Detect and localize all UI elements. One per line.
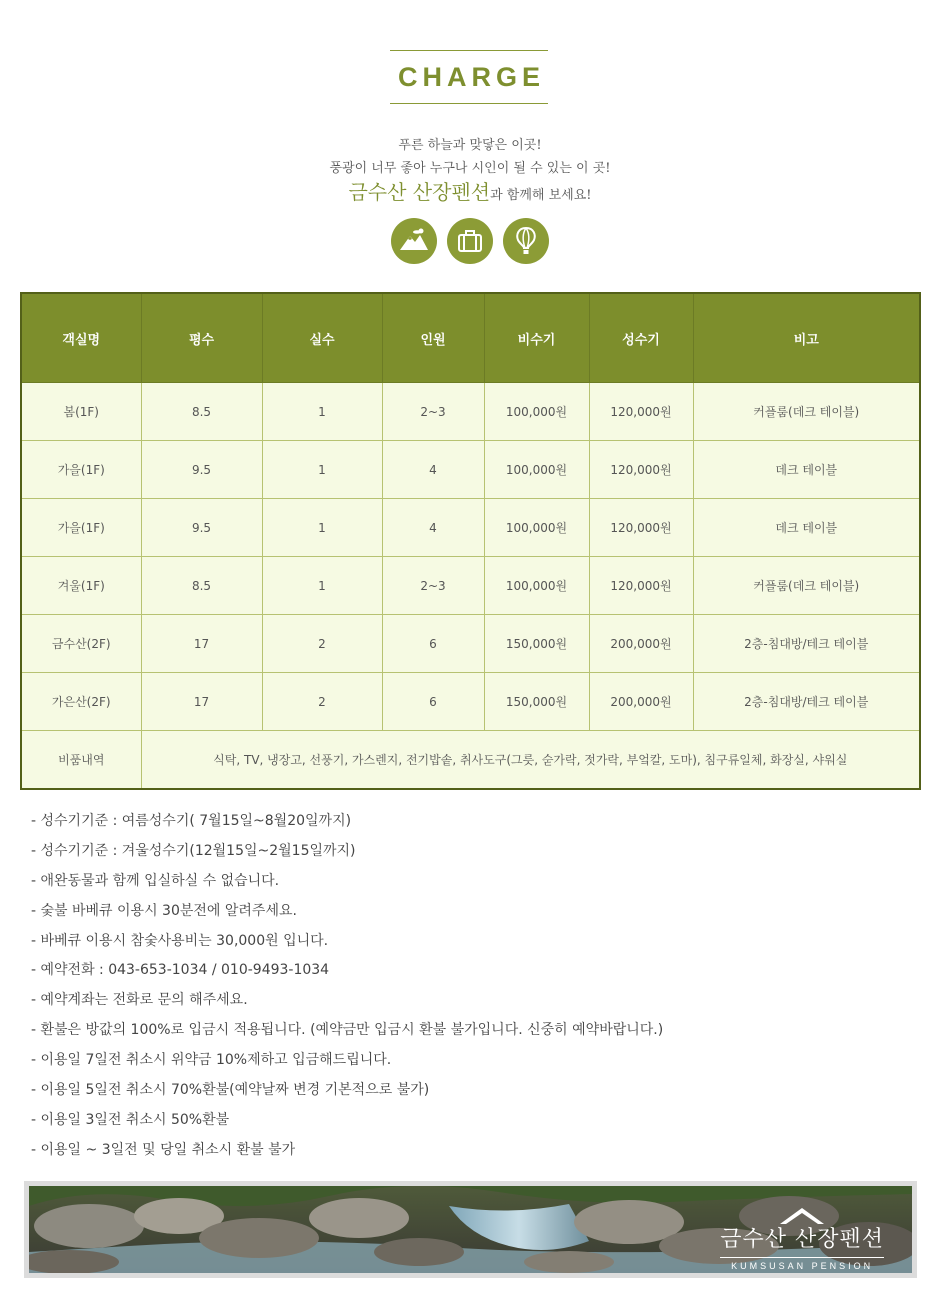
cell-rooms: 1	[262, 383, 382, 441]
cell-off-season: 150,000원	[484, 673, 589, 731]
page-title: CHARGE	[397, 62, 545, 92]
price-table	[20, 292, 921, 790]
list-item: - 성수기기준 : 겨울성수기(12월15일~2월15일까지)	[31, 842, 356, 859]
intro-line-1: 푸른 하늘과 맞닿은 이곳!	[398, 138, 542, 153]
cell-area: 8.5	[141, 383, 262, 441]
amenities-row	[21, 731, 920, 790]
list-item: - 이용일 ~ 3일전 및 당일 취소시 환불 불가	[31, 1141, 296, 1158]
cell-rooms: 2	[262, 615, 382, 673]
cell-remarks: 2층-침대방/테크 테이블	[693, 673, 920, 731]
list-item: - 바베큐 이용시 참숯사용비는 30,000원 입니다.	[31, 932, 329, 949]
table-row	[21, 383, 920, 441]
table-row	[21, 499, 920, 557]
cell-area: 17	[141, 615, 262, 673]
header-peak-season: 성수기	[589, 293, 693, 383]
list-item: - 환불은 방값의 100%로 입금시 적용됩니다. (예약금만 입금시 환불 불가입니다. 신중히 예약바랍니다.)	[31, 1022, 664, 1039]
cell-rooms: 1	[262, 557, 382, 615]
luggage-icon	[447, 218, 493, 264]
list-item: - 이용일 5일전 취소시 70%환불(예약날짜 변경 기본적으로 불가)	[31, 1082, 430, 1099]
cell-off-season: 100,000원	[484, 499, 589, 557]
cell-room-name: 금수산(2F)	[21, 615, 141, 673]
table-row	[21, 673, 920, 731]
banner-photo	[29, 1186, 912, 1273]
cell-capacity: 4	[382, 499, 484, 557]
cell-peak-season: 200,000원	[589, 615, 693, 673]
cell-remarks: 데크 테이블	[693, 441, 920, 499]
amenities-list: 식탁, TV, 냉장고, 선풍기, 가스렌지, 전기밥솥, 취사도구(그릇, 숟가락, 젓가락, 부엌칼, 도마), 침구류일체, 화장실, 샤워실	[141, 731, 920, 790]
header-capacity: 인원	[382, 293, 484, 383]
intro-line-3-suffix: 과 함께해 보세요!	[490, 188, 592, 203]
cell-area: 9.5	[141, 499, 262, 557]
cell-rooms: 2	[262, 673, 382, 731]
notes-list	[31, 810, 663, 1169]
list-item: - 성수기기준 : 여름성수기( 7월15일~8월20일까지)	[31, 813, 352, 829]
cell-capacity: 6	[382, 615, 484, 673]
cell-peak-season: 200,000원	[589, 673, 693, 731]
cell-remarks: 커플룸(데크 테이블)	[693, 383, 920, 441]
cell-area: 8.5	[141, 557, 262, 615]
table-row	[21, 441, 920, 499]
list-item: - 예약전화 : 043-653-1034 / 010-9493-1034	[31, 962, 330, 979]
cell-area: 9.5	[141, 441, 262, 499]
cell-room-name: 겨울(1F)	[21, 557, 141, 615]
intro-line-3	[0, 176, 940, 205]
list-item: - 애완동물과 함께 입실하실 수 없습니다.	[31, 872, 280, 889]
header-off-season: 비수기	[484, 293, 589, 383]
header-rooms: 실수	[262, 293, 382, 383]
cell-capacity: 2~3	[382, 383, 484, 441]
balloon-icon	[503, 218, 549, 264]
list-item: - 이용일 3일전 취소시 50%환불	[31, 1111, 230, 1128]
cell-remarks: 커플룸(데크 테이블)	[693, 557, 920, 615]
cell-rooms: 1	[262, 441, 382, 499]
brand-name: 금수산 산장펜션	[348, 180, 491, 204]
cell-room-name: 가을(1F)	[21, 499, 141, 557]
header-area: 평수	[141, 293, 262, 383]
cell-capacity: 2~3	[382, 557, 484, 615]
table-row	[21, 615, 920, 673]
cell-remarks: 2층-침대방/테크 테이블	[693, 615, 920, 673]
cell-area: 17	[141, 673, 262, 731]
table-row	[21, 557, 920, 615]
intro-line-2: 풍광이 너무 좋아 누구나 시인이 될 수 있는 이 곳!	[329, 161, 611, 176]
list-item: - 예약계좌는 전화로 문의 해주세요.	[31, 992, 248, 1009]
header-remarks: 비고	[693, 293, 920, 383]
cell-room-name: 가을(1F)	[21, 441, 141, 499]
cell-peak-season: 120,000원	[589, 383, 693, 441]
cell-off-season: 150,000원	[484, 615, 589, 673]
page-title-frame	[390, 50, 548, 104]
amenities-label: 비품내역	[21, 731, 141, 790]
banner-logo-sub: KUMSUSAN PENSION	[720, 1257, 884, 1271]
cell-peak-season: 120,000원	[589, 499, 693, 557]
cell-room-name: 봄(1F)	[21, 383, 141, 441]
mountain-icon	[391, 218, 437, 264]
feature-icons	[391, 218, 549, 266]
cell-off-season: 100,000원	[484, 383, 589, 441]
cell-off-season: 100,000원	[484, 557, 589, 615]
cell-rooms: 1	[262, 499, 382, 557]
cell-peak-season: 120,000원	[589, 557, 693, 615]
cell-remarks: 데크 테이블	[693, 499, 920, 557]
list-item: - 숯불 바베큐 이용시 30분전에 알려주세요.	[31, 902, 297, 919]
cell-room-name: 가은산(2F)	[21, 673, 141, 731]
footer-banner	[24, 1181, 917, 1278]
list-item: - 이용일 7일전 취소시 위약금 10%제하고 입금해드립니다.	[31, 1052, 392, 1069]
cell-capacity: 6	[382, 673, 484, 731]
cell-capacity: 4	[382, 441, 484, 499]
banner-logo-name: 금수산 산장펜션	[720, 1227, 884, 1252]
header-room-name: 객실명	[21, 293, 141, 383]
cell-peak-season: 120,000원	[589, 441, 693, 499]
table-header-row	[21, 293, 920, 383]
cell-off-season: 100,000원	[484, 441, 589, 499]
banner-logo	[720, 1208, 884, 1271]
